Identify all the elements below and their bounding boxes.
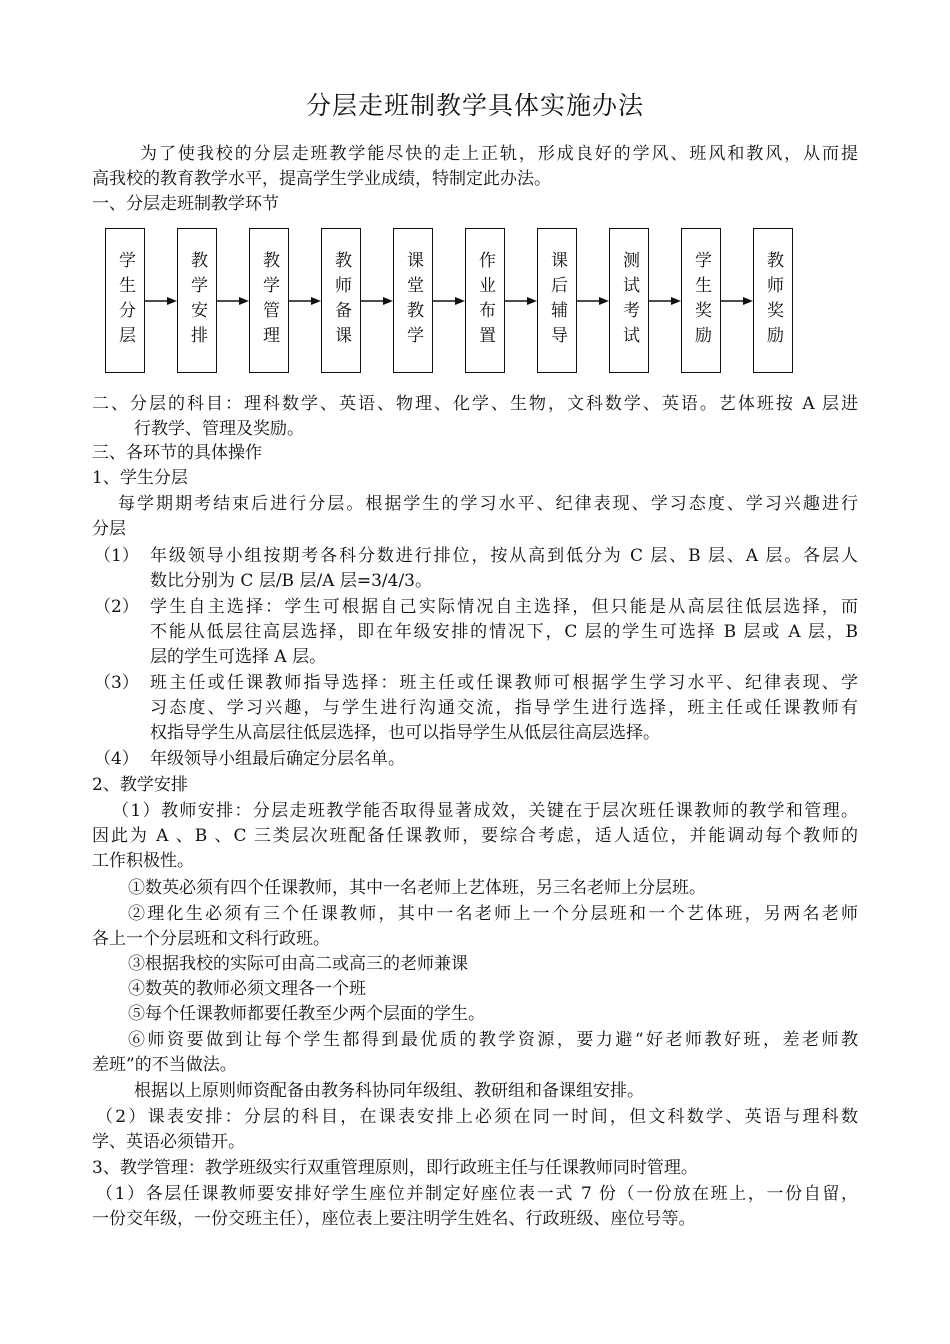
subsection-2-text-1: （1）教师安排：分层走班教学能否取得显著成效，关键在于层次班任课教师的教学和管理。 bbox=[112, 801, 858, 821]
item-line: 年级领导小组按期考各科分数进行排位，按从高到低分为 C 层、B 层、A 层。各层人 bbox=[150, 546, 858, 566]
item-number: （1） bbox=[94, 546, 139, 566]
arrow-right-icon bbox=[721, 296, 753, 306]
arrow-right-icon bbox=[361, 296, 393, 306]
subsection-2-text-2: 因此为 A 、B 、C 三类层次班配备任课教师，要综合考虑，适人适位，并能调动每个教师的 bbox=[92, 826, 858, 846]
section-2-line-1: 二、分层的科目：理科数学、英语、物理、化学、生物，文科数学、英语。艺体班按 A 层进 bbox=[92, 394, 858, 414]
rule-item: ②理化生必须有三个任课教师，其中一名老师上一个分层班和一个艺体班，另两名老师 bbox=[128, 904, 858, 924]
page-title: 分层走班制教学具体实施办法 bbox=[305, 91, 644, 120]
rule-item-cont: 各上一个分层班和文科行政班。 bbox=[92, 929, 330, 949]
subsection-3-text-1: （1）各层任课教师要安排好学生座位并制定好座位表一式 7 份（一份放在班上，一份自留， bbox=[96, 1184, 858, 1204]
intro-line-1: 为了使我校的分层走班教学能尽快的走上正轨，形成良好的学风、班风和教风，从而提 bbox=[140, 144, 858, 164]
item-line: 年级领导小组最后确定分层名单。 bbox=[150, 749, 405, 769]
flowchart bbox=[0, 0, 950, 400]
item-number: （2） bbox=[94, 597, 139, 617]
subsection-3-heading: 3、教学管理：教学班级实行双重管理原则，即行政班主任与任课教师同时管理。 bbox=[92, 1158, 698, 1178]
item-line: 层的学生可选择 A 层。 bbox=[150, 647, 327, 667]
intro-line-2: 高我校的教育教学水平，提高学生学业成绩，特制定此办法。 bbox=[92, 169, 551, 189]
arrow-right-icon bbox=[577, 296, 609, 306]
flow-step: 学生分层 bbox=[105, 228, 145, 373]
rule-item: ③根据我校的实际可由高二或高三的老师兼课 bbox=[128, 954, 468, 974]
rule-item: ①数英必须有四个任课教师，其中一名老师上艺体班，另三名老师上分层班。 bbox=[128, 878, 706, 898]
schedule-text-1: （2）课表安排：分层的科目，在课表安排上必须在同一时间，但文科数学、英语与理科数 bbox=[96, 1107, 858, 1127]
arrow-right-icon bbox=[145, 296, 177, 306]
principle-text: 根据以上原则师资配备由教务科协同年级组、教研组和备课组安排。 bbox=[134, 1081, 644, 1101]
rule-item-cont: 差班”的不当做法。 bbox=[92, 1055, 237, 1075]
subsection-2-text-3: 工作积极性。 bbox=[92, 851, 194, 871]
arrow-right-icon bbox=[217, 296, 249, 306]
arrow-right-icon bbox=[505, 296, 537, 306]
arrow-right-icon bbox=[289, 296, 321, 306]
section-2-line-2: 行教学、管理及奖励。 bbox=[134, 419, 304, 439]
flow-step: 教师备课 bbox=[321, 228, 361, 373]
flow-step: 课后辅导 bbox=[537, 228, 577, 373]
subsection-3-text-2: 一份交年级，一份交班主任），座位表上要注明学生姓名、行政班级、座位号等。 bbox=[92, 1209, 696, 1229]
section-3-heading: 三、各环节的具体操作 bbox=[92, 443, 262, 463]
item-line: 权指导学生从高层往低层选择，也可以指导学生从低层往高层选择。 bbox=[150, 723, 660, 743]
subsection-1-text-2: 分层 bbox=[92, 519, 126, 539]
flow-step: 作业布置 bbox=[465, 228, 505, 373]
flow-step: 教学安排 bbox=[177, 228, 217, 373]
flow-step: 测试考试 bbox=[609, 228, 649, 373]
item-line: 数比分别为 C 层/B 层/A 层=3/4/3。 bbox=[150, 571, 432, 591]
schedule-text-2: 学、英语必须错开。 bbox=[92, 1132, 245, 1152]
subsection-1-heading: 1、学生分层 bbox=[92, 468, 188, 488]
flow-step: 教师奖励 bbox=[753, 228, 793, 373]
item-line: 班主任或任课教师指导选择：班主任或任课教师可根据学生学习水平、纪律表现、学 bbox=[150, 673, 858, 693]
rule-item: ⑥师资要做到让每个学生都得到最优质的教学资源，要力避“好老师教好班，差老师教 bbox=[128, 1030, 858, 1050]
subsection-2-heading: 2、教学安排 bbox=[92, 775, 188, 795]
item-line: 学生自主选择：学生可根据自己实际情况自主选择，但只能是从高层往低层选择，而 bbox=[150, 597, 858, 617]
section-1-heading: 一、分层走班制教学环节 bbox=[92, 194, 279, 214]
subsection-1-text-1: 每学期期考结束后进行分层。根据学生的学习水平、纪律表现、学习态度、学习兴趣进行 bbox=[118, 494, 858, 514]
item-number: （3） bbox=[94, 673, 139, 693]
rule-item: ④数英的教师必须文理各一个班 bbox=[128, 979, 366, 999]
item-line: 习态度、学习兴趣，与学生进行沟通交流，指导学生进行选择，班主任或任课教师有 bbox=[150, 698, 858, 718]
flow-step: 学生奖励 bbox=[681, 228, 721, 373]
flow-step: 课堂教学 bbox=[393, 228, 433, 373]
item-number: （4） bbox=[94, 749, 139, 769]
flow-step: 教学管理 bbox=[249, 228, 289, 373]
arrow-right-icon bbox=[433, 296, 465, 306]
rule-item: ⑤每个任课教师都要任教至少两个层面的学生。 bbox=[128, 1004, 485, 1024]
arrow-right-icon bbox=[649, 296, 681, 306]
item-line: 不能从低层往高层选择，即在年级安排的情况下，C 层的学生可选择 B 层或 A 层，B bbox=[150, 622, 858, 642]
